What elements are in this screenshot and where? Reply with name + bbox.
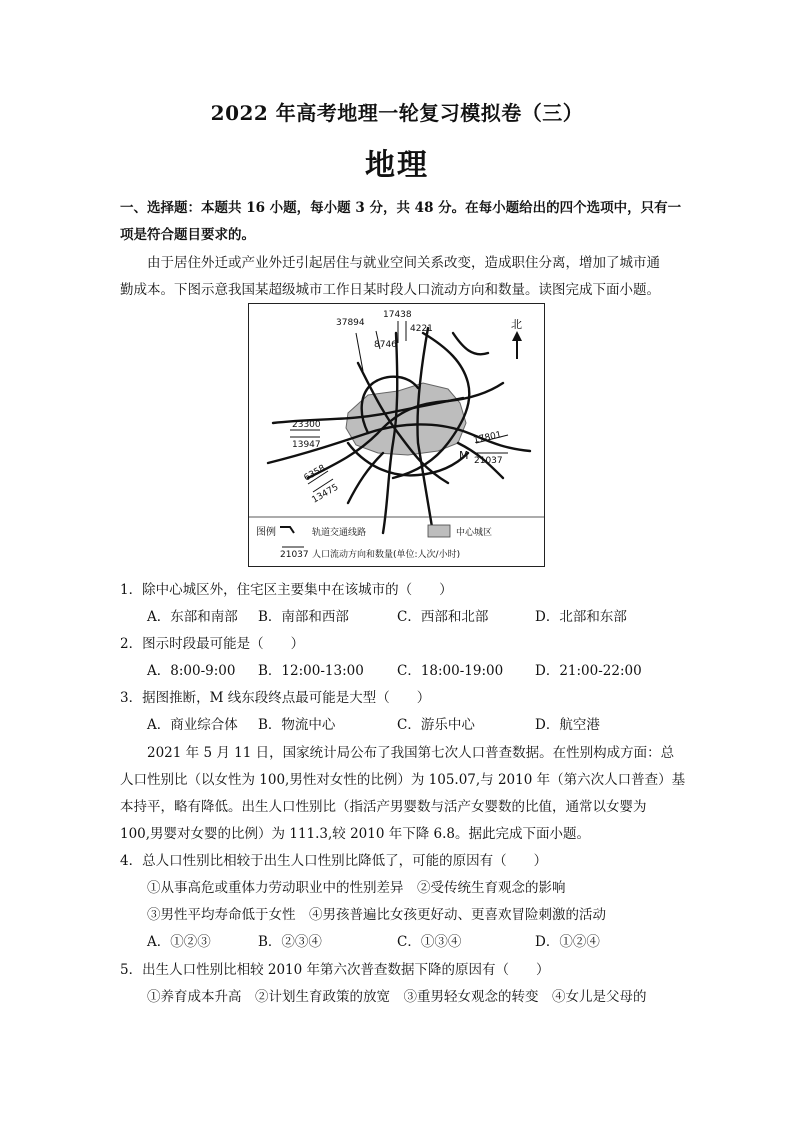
legend-center: 中心城区 [456,528,493,538]
question-3-option-b[interactable]: B．物流中心 [258,717,336,733]
flow-label-e-in: 21037 [474,456,503,466]
center-legend-icon [428,525,450,537]
legend-rail: 轨道交通线路 [312,528,367,538]
question-3-option-d[interactable]: D．航空港 [535,717,600,733]
question-1-option-d[interactable]: D．北部和东部 [535,609,627,625]
question-2-option-c[interactable]: C．18:00-19:00 [397,663,504,679]
question-4-items-line1: ①从事高危或重体力劳动职业中的性别差异 ②受传统生育观念的影响 [147,880,566,896]
question-4-option-d[interactable]: D．①②④ [535,934,600,950]
flow-label-sw-in: 13475 [310,482,341,506]
passage1-line2: 勤成本。下图示意我国某超级城市工作日某时段人口流动方向和数量。读图完成下面小题。 [120,282,660,298]
flow-label-w-in: 13947 [292,440,321,450]
passage2-line1: 2021 年 5 月 11 日，国家统计局公布了我国第七次人口普查数据。在性别构成方面：总 [147,745,675,761]
m-line-label: M [459,449,469,462]
question-3-option-a[interactable]: A．商业综合体 [147,717,238,733]
question-3-stem: 3．据图推断，M 线东段终点最可能是大型（ ） [120,690,431,706]
question-2-option-a[interactable]: A．8:00-9:00 [147,663,236,679]
exam-title: 2022 年高考地理一轮复习模拟卷（三） [210,101,584,125]
subject-title: 地理 [365,148,429,183]
question-2-option-b[interactable]: B．12:00-13:00 [258,663,364,679]
passage1-line1: 由于居住外迁或产业外迁引起居住与就业空间关系改变，造成职住分离，增加了城市通 [147,255,660,271]
flow-label-n-in: 4221 [410,324,433,334]
city-flow-map [248,303,545,567]
question-4-stem: 4．总人口性别比相较于出生人口性别比降低了，可能的原因有（ ） [120,853,548,869]
flow-label-n-out: 17438 [383,310,412,320]
question-5-stem: 5．出生人口性别比相较 2010 年第六次普查数据下降的原因有（ ） [120,962,550,978]
flow-label-w-out: 23300 [292,420,321,430]
flow-label-sw-out: 6358 [302,463,328,484]
question-1-option-b[interactable]: B．南部和西部 [258,609,349,625]
question-4-items-line2: ③男性平均寿命低于女性 ④男孩普遍比女孩更好动、更喜欢冒险刺激的活动 [147,907,606,923]
legend-flow-text: 人口流动方向和数量(单位:人次/小时) [312,550,461,560]
passage2-line2: 人口性别比（以女性为 100,男性对女性的比例）为 105.07,与 2010 年（第六次人口普查）基 [120,772,686,788]
section-intro-line1: 一、选择题：本题共 16 小题，每小题 3 分，共 48 分。在每小题给出的四个选项中，只有一 [120,200,682,216]
passage2-line3: 本持平，略有降低。出生人口性别比（指活产男婴数与活产女婴数的比值，通常以女婴为 [120,799,647,815]
question-4-option-b[interactable]: B．②③④ [258,934,322,950]
question-5-items-line1: ①养育成本升高 ②计划生育政策的放宽 ③重男轻女观念的转变 ④女儿是父母的 [147,989,647,1005]
question-2-stem: 2．图示时段最可能是（ ） [120,636,305,652]
question-4-option-a[interactable]: A．①②③ [147,934,211,950]
flow-label-nw-out: 37894 [336,318,365,328]
legend-flow-number: 21037 [280,550,309,560]
flow-label-nw-in: 8746 [374,340,397,350]
question-3-option-c[interactable]: C．游乐中心 [397,717,475,733]
passage2-line4: 100,男婴对女婴的比例）为 111.3,较 2010 年下降 6.8。据此完成下面小题。 [120,826,590,842]
legend-title: 图例 [256,527,276,538]
question-4-option-c[interactable]: C．①③④ [397,934,462,950]
svg-text:北: 北 [511,318,522,331]
section-intro-line2: 项是符合题目要求的。 [120,227,255,243]
flow-label-e-out: 17801 [472,430,503,446]
question-1-option-c[interactable]: C．西部和北部 [397,609,489,625]
question-2-option-d[interactable]: D．21:00-22:00 [535,663,642,679]
question-1-option-a[interactable]: A．东部和南部 [147,609,238,625]
question-1-stem: 1．除中心城区外，住宅区主要集中在该城市的（ ） [120,582,453,598]
